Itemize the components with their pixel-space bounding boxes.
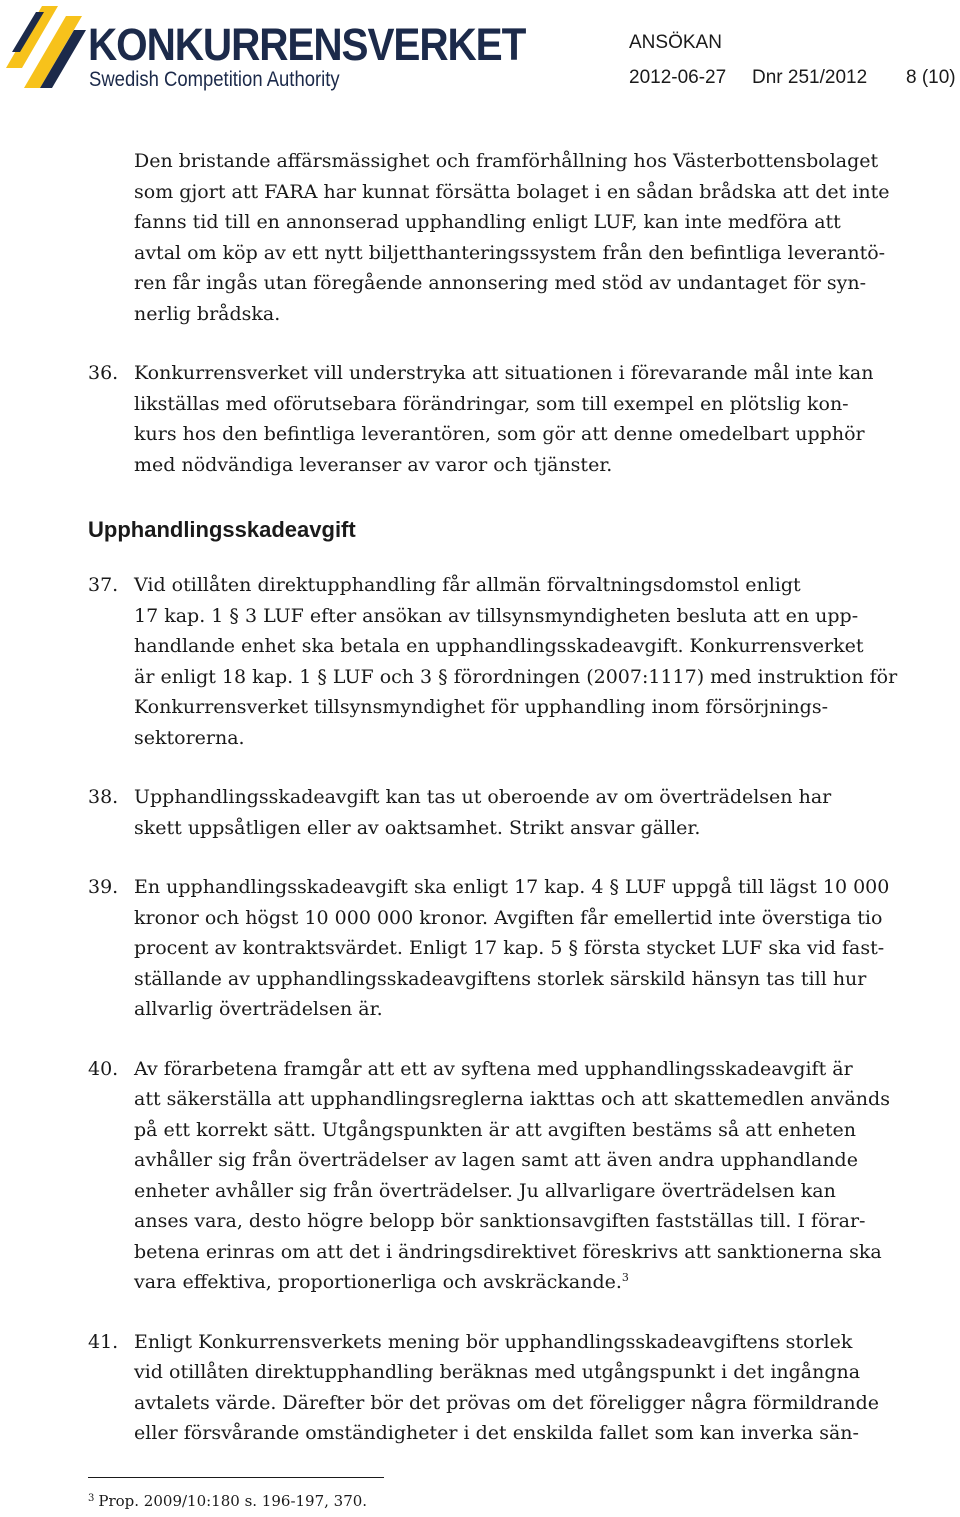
text-line: eller försvårande omständigheter i det enskilda fallet som kan inverka sän-	[134, 1422, 859, 1444]
text-line: Vid otillåten direktupphandling får allmän förvaltningsdomstol enligt	[134, 574, 801, 596]
footnote-reference[interactable]: 3	[621, 1271, 629, 1284]
footnote	[88, 1490, 367, 1512]
text-line-content: vara effektiva, proportionerliga och avskräckande.	[134, 1271, 622, 1293]
text-line: fanns tid till en annonserad upphandling enligt LUF, kan inte medföra att	[134, 211, 841, 233]
text-line: Av förarbetena framgår att ett av syftena med upphandlingsskadeavgift är	[134, 1057, 853, 1080]
document-body	[88, 146, 918, 1449]
text-line: enheter avhåller sig från överträdelser. Ju allvarligare överträdelsen kan	[134, 1179, 836, 1202]
paragraph-continuation	[88, 146, 918, 329]
text-line: kronor och högst 10 000 000 kronor. Avgiften får emellertid inte överstiga tio	[134, 906, 883, 929]
section-heading: Upphandlingsskadeavgift	[88, 517, 356, 542]
text-line: att säkerställa att upphandlingsreglerna iakttas och att skattemedlen används	[134, 1088, 890, 1110]
document-meta	[629, 67, 956, 89]
text-line: Enligt Konkurrensverkets mening bör upphandlingsskadeavgiftens storlek	[134, 1330, 853, 1353]
document-type: ANSÖKAN	[629, 32, 722, 53]
footnote-divider	[88, 1477, 384, 1478]
text-line: som gjort att FARA har kunnat försätta bolaget i en sådan brådska att det inte	[134, 180, 890, 203]
text-line: med nödvändiga leveranser av varor och tjänster.	[134, 453, 613, 476]
text-line: avhåller sig från överträdelser av lagen samt att även andra upphandlande	[134, 1149, 858, 1171]
paragraph-36	[88, 358, 918, 480]
text-line: Upphandlingsskadeavgift kan tas ut oberoende av om överträdelsen har	[134, 786, 832, 808]
paragraph-37	[88, 570, 918, 753]
text-line: Konkurrensverket tillsynsmyndighet för upphandling inom försörjnings-	[134, 696, 829, 718]
document-dnr: Dnr 251/2012	[752, 67, 868, 88]
paragraph-39	[88, 872, 918, 1025]
text-line: är enligt 18 kap. 1 § LUF och 3 § förordningen (2007:1117) med instruktion för	[134, 665, 898, 688]
paragraph-number: 37.	[88, 574, 119, 596]
text-line: procent av kontraktsvärdet. Enligt 17 kap. 5 § första stycket LUF ska vid fast-	[134, 937, 885, 959]
text-line: avtalets värde. Därefter bör det prövas om det föreligger några förmildrande	[134, 1391, 879, 1414]
paragraph-number: 40.	[88, 1057, 119, 1080]
text-line: allvarlig överträdelsen är.	[134, 998, 383, 1020]
text-line: skett uppsåtligen eller av oaktsamhet. Strikt ansvar gäller.	[134, 816, 701, 839]
logo-stripes-icon	[4, 2, 86, 88]
text-line: Den bristande affärsmässighet och framförhållning hos Västerbottensbolaget	[134, 150, 879, 172]
paragraph-number: 38.	[88, 786, 119, 808]
text-line: på ett korrekt sätt. Utgångspunkten är att avgiften bestäms så att enheten	[134, 1118, 856, 1141]
logo-name: KONKURRENSVERKET	[88, 19, 526, 70]
paragraph-41	[88, 1327, 918, 1449]
footnote-text: Prop. 2009/10:180 s. 196-197, 370.	[98, 1492, 368, 1510]
paragraph-number: 36.	[88, 362, 119, 384]
konkurrensverket-logo	[4, 2, 526, 94]
paragraph-number: 41.	[88, 1330, 119, 1353]
page-number: 8 (10)	[906, 67, 956, 88]
text-line: vid otillåten direktupphandling beräknas med utgångspunkt i det ingångna	[134, 1361, 861, 1383]
paragraph-number: 39.	[88, 876, 119, 898]
paragraph-40	[88, 1054, 918, 1298]
text-line: nerlig brådska.	[134, 302, 281, 325]
text-line: avtal om köp av ett nytt biljetthanteringssystem från den befintliga leverantö-	[134, 241, 886, 264]
text-line: En upphandlingsskadeavgift ska enligt 17 kap. 4 § LUF uppgå till lägst 10 000	[134, 876, 890, 898]
logo-subtitle: Swedish Competition Authority	[89, 68, 340, 91]
text-line: sektorerna.	[134, 726, 245, 749]
paragraph-38	[88, 782, 918, 843]
text-line: handlande enhet ska betala en upphandlingsskadeavgift. Konkurrensverket	[134, 635, 864, 657]
text-line: kurs hos den befintliga leverantören, som gör att denne omedelbart upphör	[134, 423, 865, 445]
document-date: 2012-06-27	[629, 67, 727, 88]
text-line	[134, 1267, 918, 1298]
text-line: betena erinras om att det i ändringsdirektivet föreskrivs att sanktionerna ska	[134, 1240, 882, 1263]
text-line: anses vara, desto högre belopp bör sanktionsavgiften fastställas till. I förar-	[134, 1210, 866, 1232]
text-line: ren får ingås utan föregående annonsering med stöd av undantaget för syn-	[134, 272, 867, 294]
text-line: 17 kap. 1 § 3 LUF efter ansökan av tillsynsmyndigheten besluta att en upp-	[134, 604, 859, 627]
text-line: ställande av upphandlingsskadeavgiftens storlek särskild hänsyn tas till hur	[134, 967, 867, 990]
text-line: likställas med oförutsebara förändringar, som till exempel en plötslig kon-	[134, 392, 849, 415]
text-line: Konkurrensverket vill understryka att situationen i förevarande mål inte kan	[134, 362, 874, 384]
footnote-marker: 3	[88, 1493, 95, 1504]
